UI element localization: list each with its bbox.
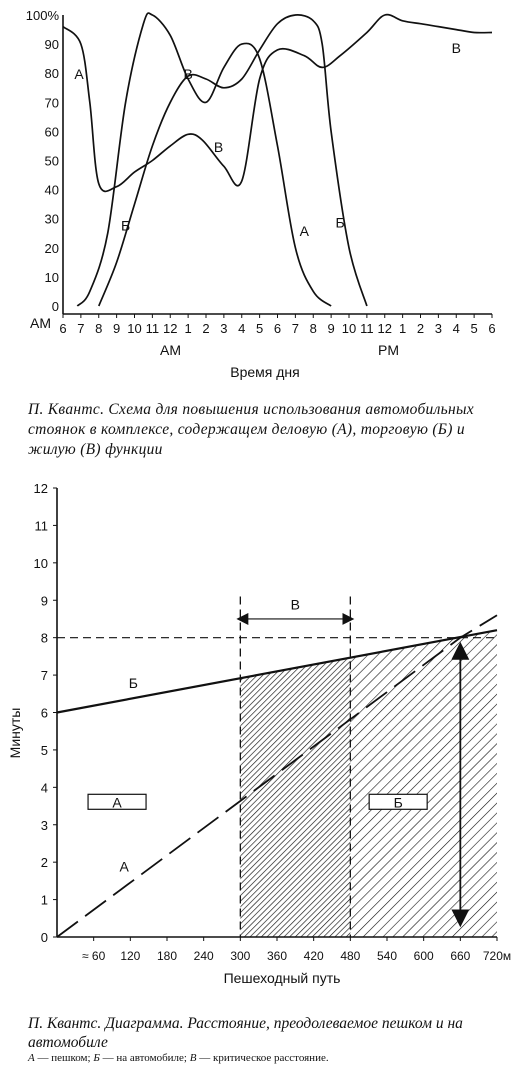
chart1-x-tick-label: 11 <box>360 321 374 336</box>
chart1-x-tick-label: 6 <box>273 321 282 336</box>
chart1-x-tick-label: 3 <box>220 321 228 336</box>
chart1-curve-label: В <box>183 66 193 83</box>
distance-time-chart <box>0 468 525 1008</box>
chart2-x-tick-label: 240 <box>193 949 214 963</box>
chart1-x-tick-label: 7 <box>291 321 299 336</box>
chart2-y-tick-label: 12 <box>33 481 48 496</box>
legend-letter-a: А <box>28 1052 35 1064</box>
chart1-y-tick-label: 50 <box>44 153 59 169</box>
curve-b-label: Б <box>128 675 138 692</box>
driving-region-label: Б <box>393 794 403 811</box>
legend-letter-b: Б <box>93 1052 100 1064</box>
chart2-x-tick-label: 300 <box>230 949 251 963</box>
chart1-x-tick-label: 11 <box>145 321 160 336</box>
chart1-series <box>63 13 492 306</box>
chart2-x-tick-label: 600 <box>413 949 434 963</box>
chart1-x-tick-label: 10 <box>127 321 142 336</box>
legend-text-b: — на автомобиле; <box>99 1052 190 1064</box>
chart2-x-tick-label: 180 <box>156 949 178 963</box>
chart2-y-axis-title: Минуты <box>7 707 23 759</box>
chart2-y-tick-label: 5 <box>40 742 48 758</box>
figure2-caption: П. Квантс. Диаграмма. Расстояние, преодолеваемое пешком и на автомобиле <box>28 1015 463 1051</box>
chart1-y-tick-label: 40 <box>44 182 59 198</box>
chart1-series-line-2 <box>63 15 492 192</box>
chart1-axes <box>63 15 492 314</box>
chart1-x-tick-label: 2 <box>202 321 210 336</box>
chart2-x-tick-label: 540 <box>376 949 398 963</box>
chart1-x-tick-label: 12 <box>163 321 178 336</box>
chart1-x-tick-label: 1 <box>184 321 192 336</box>
chart2-y-tick-label: 11 <box>34 518 48 534</box>
chart1-x-tick-label: 4 <box>452 321 460 336</box>
chart1-x-ticks <box>59 314 495 336</box>
chart1-y-tick-label: 10 <box>44 269 59 285</box>
chart2-y-tick-label: 10 <box>33 555 48 571</box>
pm-period-label: PM <box>378 342 399 358</box>
chart1-y-tick-label: 20 <box>44 240 59 256</box>
chart1-curve-label: А <box>74 66 84 83</box>
hatched-region-critical <box>240 658 350 937</box>
chart2-x-tick-label: 420 <box>303 949 324 963</box>
chart1-x-tick-label: 5 <box>256 321 264 336</box>
chart2-x-tick-label: 720м <box>482 949 512 963</box>
chart1-curve-label: В <box>451 39 461 56</box>
corner-am-label: AM <box>30 315 51 331</box>
chart2-x-ticks <box>82 937 511 963</box>
figure1-caption: П. Квантс. Схема для повышения использования автомобильных стоянок в комплексе, содержащем деловую (А), торговую (Б) и жилую (В) функции <box>28 401 474 458</box>
chart2-hatched-regions <box>240 630 497 937</box>
chart2-y-tick-label: 8 <box>40 630 48 646</box>
chart1-y-tick-label: 80 <box>44 66 59 82</box>
chart2-y-tick-label: 3 <box>40 817 48 833</box>
chart1-x-tick-label: 7 <box>77 321 85 336</box>
chart2-y-ticks <box>34 481 57 945</box>
chart1-x-tick-label: 5 <box>470 321 478 336</box>
legend-text-v: — критическое расстояние. <box>196 1052 329 1064</box>
am-period-label: AM <box>160 342 181 358</box>
chart1-x-tick-label: 9 <box>327 321 335 336</box>
chart1-y-tick-label: 70 <box>44 95 59 111</box>
chart1-x-tick-label: 4 <box>238 321 246 336</box>
legend-letter-v: В <box>189 1052 197 1064</box>
chart1-x-tick-label: 12 <box>377 321 392 336</box>
legend-text-a: — пешком; <box>34 1052 94 1064</box>
chart1-y-tick-label: 90 <box>44 37 59 53</box>
chart2-x-tick-label: 480 <box>340 949 361 963</box>
chart1-x-tick-label: 10 <box>341 321 357 336</box>
chart2-x-tick-label: 120 <box>120 949 141 963</box>
chart1-x-tick-label: 3 <box>434 321 442 336</box>
chart2-y-tick-label: 4 <box>40 780 48 796</box>
chart1-y-tick-label: 100% <box>25 8 59 23</box>
walking-region-label: А <box>112 794 122 811</box>
chart1-x-axis-title: Время дня <box>230 364 300 380</box>
chart1-curve-label: В <box>213 138 224 155</box>
chart1-y-ticks <box>26 8 60 314</box>
chart2-x-tick-label: 660 <box>450 949 471 963</box>
chart1-curve-label: А <box>299 223 309 240</box>
chart1-curve-label: Б <box>335 214 345 231</box>
hatched-region-driving <box>350 630 497 937</box>
chart1-x-tick-label: 9 <box>113 321 121 336</box>
chart2-y-tick-label: 9 <box>40 593 48 609</box>
chart2-y-tick-label: 1 <box>40 892 48 908</box>
chart1-series-line-0 <box>77 13 331 306</box>
critical-range-label: В <box>290 596 301 613</box>
chart1-x-tick-label: 2 <box>416 321 425 336</box>
chart1-curve-label: Б <box>120 217 131 234</box>
chart2-y-tick-label: 6 <box>40 705 48 721</box>
curve-a-label: А <box>119 858 129 875</box>
chart1-y-tick-label: 0 <box>51 299 59 314</box>
chart2-y-tick-label: 7 <box>40 668 48 684</box>
chart2-x-axis-title: Пешеходный путь <box>223 970 341 986</box>
chart1-series-line-1 <box>99 15 367 306</box>
chart1-x-tick-label: 8 <box>309 321 317 336</box>
chart1-y-tick-label: 60 <box>44 124 59 140</box>
figure2-legend <box>28 1052 518 1064</box>
chart1-x-tick-label: 6 <box>59 321 67 336</box>
chart2-y-tick-label: 2 <box>40 855 48 871</box>
chart1-x-tick-label: 8 <box>95 321 103 336</box>
chart1-y-tick-label: 30 <box>44 211 59 227</box>
chart1-x-tick-label: 6 <box>488 321 496 336</box>
parking-usage-chart <box>0 0 525 395</box>
chart2-x-tick-label: ≈ 60 <box>82 949 106 963</box>
chart2-y-tick-label: 0 <box>40 930 48 945</box>
chart2-x-tick-label: 360 <box>266 949 288 963</box>
chart1-x-tick-label: 1 <box>399 321 407 336</box>
